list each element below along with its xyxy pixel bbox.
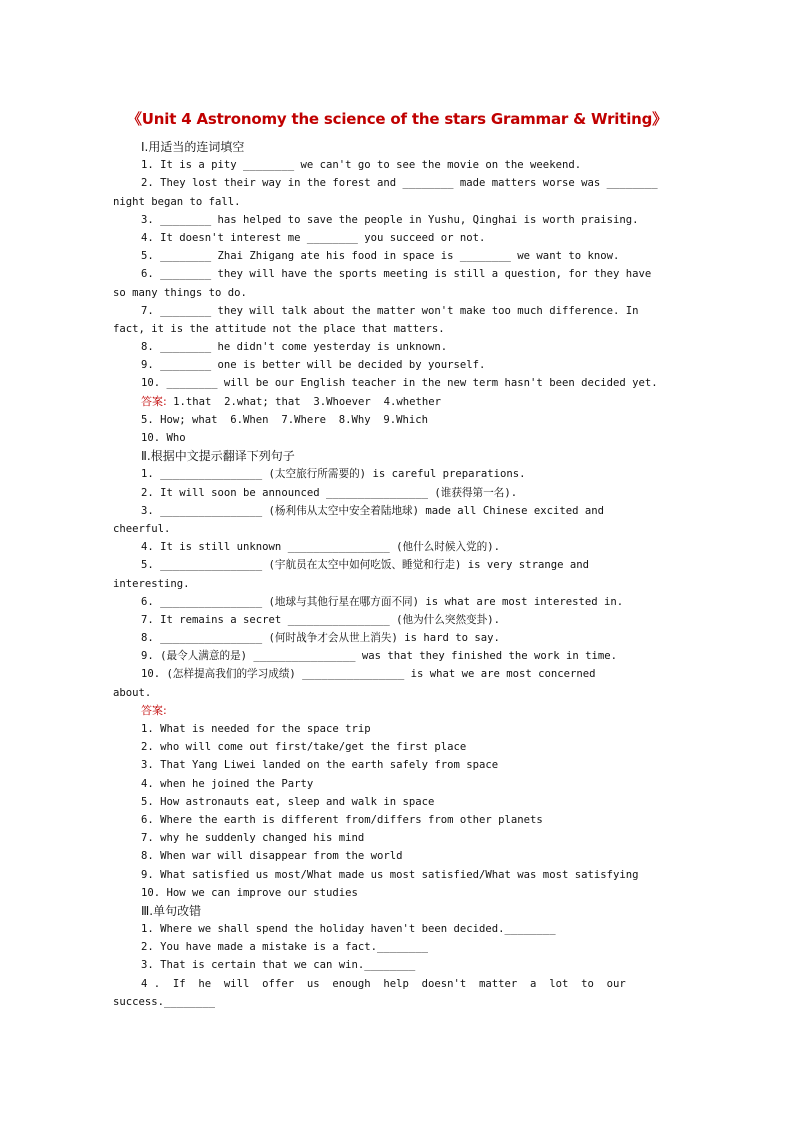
question-continued: interesting. [113,577,190,590]
answer-line: 1. What is needed for the space trip [141,723,371,735]
question: 10. ________ will be our English teacher in the new term hasn't been decided yet. [141,377,658,390]
answer-line: 3. That Yang Liwei landed on the earth safely from space [141,759,499,772]
question: 3. ________ has helped to save the people in Yushu, Qinghai is worth praising. [141,213,639,226]
question: 7. ________ they will talk about the matter won't make too much difference. In [141,304,639,317]
answer-line: 5. How astronauts eat, sleep and walk in space [141,795,435,808]
section-2-heading: Ⅱ.根据中文提示翻译下列句子 [141,449,295,464]
question-continued: night began to fall. [113,195,241,208]
question: 4 . If he will offer us enough help doesn't matter a lot to our [141,977,626,990]
question: 8. ________ he didn't come yesterday is unknown. [141,341,448,354]
answer-line: 10. Who [141,432,186,444]
section-1-heading: Ⅰ.用适当的连词填空 [141,140,245,154]
question: 3. ________________ (杨利伟从太空中安全着陆地球) made all Chinese excited and [141,504,604,517]
answer-line [113,393,681,411]
answer-label-line [113,702,681,720]
question-continued: about. [113,686,152,699]
question: 5. ________________ (宇航员在太空中如何吃饭、睡觉和行走) is very strange and [141,559,589,572]
question: 7. It remains a secret ________________ (他为什么突然变卦). [141,613,501,626]
question: 5. ________ Zhai Zhigang ate his food in space is ________ we want to know. [141,250,620,263]
answer-line: 5. How; what 6.When 7.Where 8.Why 9.Which [141,413,429,426]
question: 2. It will soon be announced ________________ (谁获得第一名). [141,486,518,499]
document-body [113,138,681,1011]
document-title: 《Unit 4 Astronomy the science of the stars Grammar & Writing》 [127,110,667,128]
answer-label: 答案: [141,703,167,717]
question-continued: success.________ [113,995,216,1008]
answer-line: 7. why he suddenly changed his mind [141,832,365,845]
question-continued: cheerful. [113,522,171,535]
answer-line: 10. How we can improve our studies [141,886,358,899]
answer-line: 4. when he joined the Party [141,777,314,790]
question: 4. It is still unknown ________________ (他什么时候入党的). [141,541,501,554]
answer-line: 9. What satisfied us most/What made us most satisfied/What was most satisfying [141,868,639,881]
question: 1. It is a pity ________ we can't go to see the movie on the weekend. [141,159,582,172]
question-continued: fact, it is the attitude not the place that matters. [113,322,445,335]
answer-line: 2. who will come out first/take/get the first place [141,741,467,754]
question-continued: so many things to do. [113,286,247,299]
question: 6. ________ they will have the sports meeting is still a question, for they have [141,268,652,281]
question: 3. That is certain that we can win.________ [141,959,416,972]
answer-label: 答案: [141,394,167,408]
answer-line: 8. When war will disappear from the world [141,850,403,863]
question: 10. (怎样提高我们的学习成绩) ________________ is what we are most concerned [141,668,596,681]
answer-line: 6. Where the earth is different from/differs from other planets [141,813,543,826]
section-3-heading: Ⅲ.单句改错 [141,903,202,918]
question: 9. (最令人满意的是) ________________ was that they finished the work in time. [141,650,617,663]
answer-text: 1.that 2.what; that 3.Whoever 4.whether [166,395,441,408]
question: 4. It doesn't interest me ________ you succeed or not. [141,231,486,244]
question: 6. ________________ (地球与其他行星在哪方面不同) is what are most interested in. [141,595,624,608]
question: 2. You have made a mistake is a fact.________ [141,941,429,954]
question: 1. ________________ (太空旅行所需要的) is careful preparations. [141,468,526,481]
question: 9. ________ one is better will be decided by yourself. [141,359,486,372]
question: 2. They lost their way in the forest and ________ made matters worse was ________ [141,177,658,190]
question: 1. Where we shall spend the holiday haven't been decided.________ [141,923,556,936]
question: 8. ________________ (何时战争才会从世上消失) is hard to say. [141,632,500,645]
